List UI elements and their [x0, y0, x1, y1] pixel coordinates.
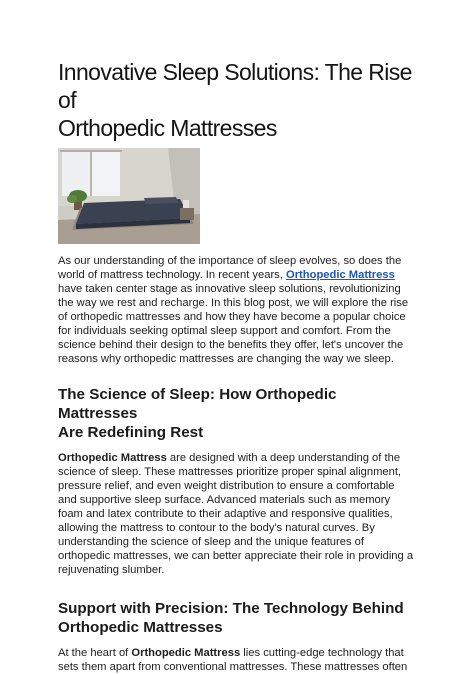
intro-text-start: As our understanding of the importance of sleep evolves, so does the world of mattress technology. In recent years, [58, 255, 402, 281]
science-paragraph [58, 451, 416, 577]
title-line-1: Innovative Sleep Solutions: The Rise of [58, 59, 412, 113]
intro-text-end: have taken center stage as innovative sleep solutions, revolutionizing the way we rest and recharge. In this blog post, we will explore the rise of orthopedic mattresses and how they have become a popular choice for individuals seeking optimal sleep support and comfort. From the science behind their design to the benefits they offer, let's uncover the reasons why orthopedic mattresses are changing the way we sleep. [58, 283, 409, 365]
technology-text-end: lies cutting-edge technology that sets them apart from conventional mattresses. These mattresses often [58, 647, 408, 673]
section-heading-technology [58, 599, 416, 637]
science-body-text: are designed with a deep understanding of the science of sleep. These mattresses prioritize proper spinal alignment, pressure relief, and even weight distribution to ensure a comfortable and supportive sleep surface. Advanced materials such as memory foam and latex contribute to their adaptive and responsive qualities, allowing the mattress to contour to the body's natural curves. By understanding the science of sleep and the unique features of orthopedic mattresses, we can better appreciate their role in providing a rejuvenating slumber. [58, 452, 414, 576]
intro-paragraph [58, 254, 416, 366]
document-title [58, 58, 416, 142]
section-heading-science-line-2: Are Redefining Rest [58, 424, 204, 441]
technology-text-start: At the heart of [58, 647, 132, 659]
science-bold-lead: Orthopedic Mattress [58, 452, 167, 464]
section-heading-science [58, 385, 416, 442]
orthopedic-mattress-link[interactable]: Orthopedic Mattress [286, 269, 395, 281]
section-heading-technology-line-1: Support with Precision: The Technology Behind [58, 600, 404, 617]
technology-bold-text: Orthopedic Mattress [131, 647, 241, 659]
title-line-2: Orthopedic Mattresses [58, 115, 277, 141]
section-heading-technology-line-2: Orthopedic Mattresses [58, 619, 223, 636]
bedroom-mattress-photo [58, 148, 200, 244]
section-heading-science-line-1: The Science of Sleep: How Orthopedic Mattresses [58, 386, 337, 422]
